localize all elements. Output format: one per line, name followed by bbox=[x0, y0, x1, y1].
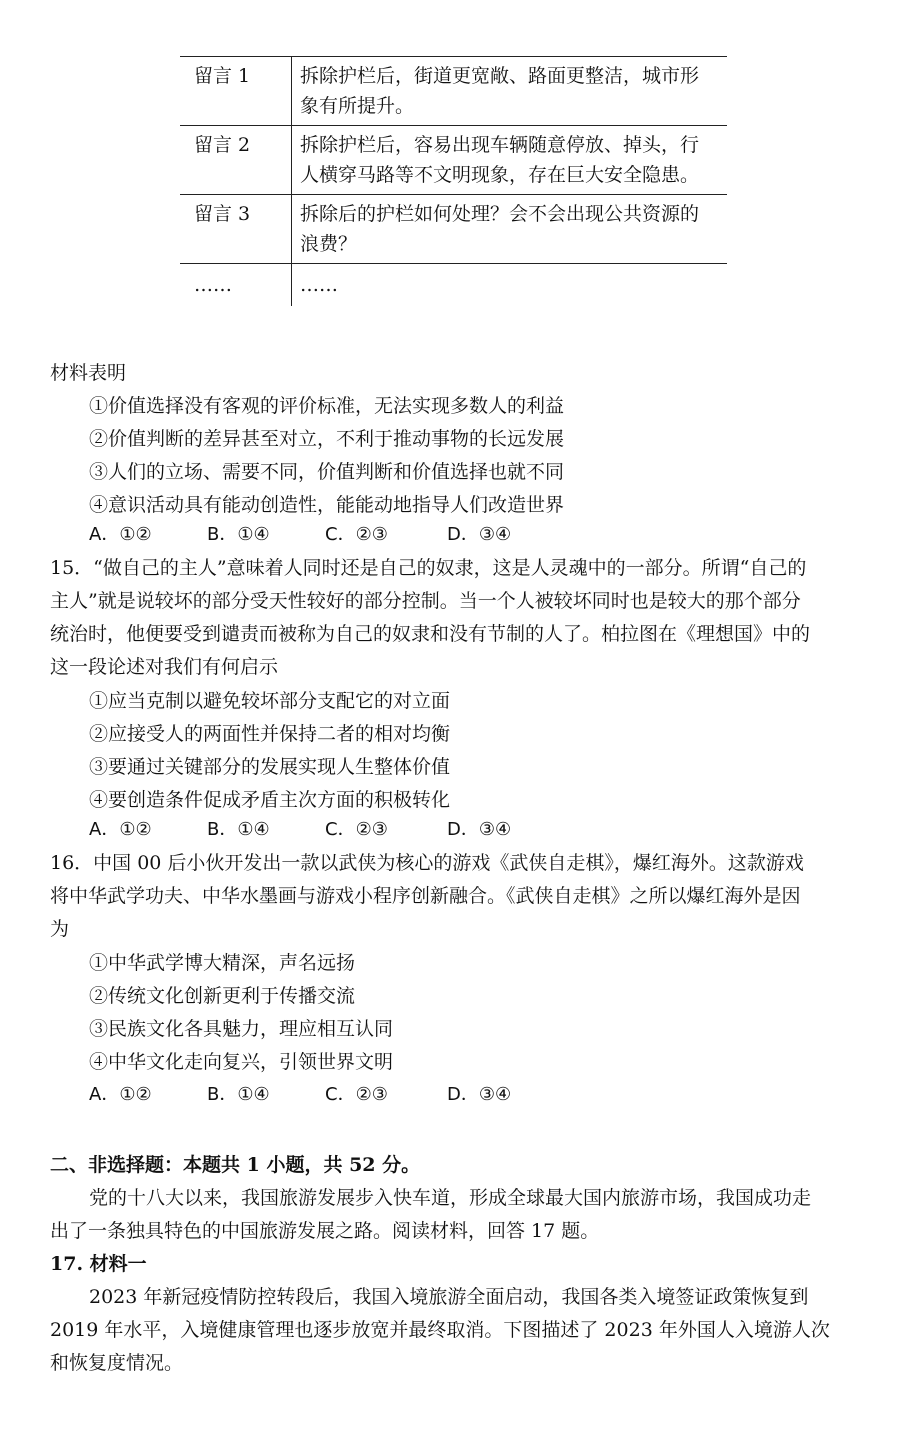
option-c[interactable]: C．②③ bbox=[325, 819, 388, 840]
choice-item: ③民族文化各具魅力，理应相互认同 bbox=[89, 1018, 394, 1040]
choice-item: ①价值选择没有客观的评价标准，无法实现多数人的利益 bbox=[89, 395, 565, 417]
row-label: 留言 3 bbox=[180, 195, 292, 264]
section-intro: 出了一条独具特色的中国旅游发展之路。阅读材料，回答 17 题。 bbox=[50, 1220, 600, 1242]
question-16-text: 16．中国 00 后小伙开发出一款以武侠为核心的游戏《武侠自走棋》，爆红海外。这款游戏 bbox=[50, 852, 804, 874]
option-d[interactable]: D．③④ bbox=[447, 524, 512, 545]
row-content: 拆除护栏后，街道更宽敞、路面更整洁，城市形 象有所提升。 bbox=[292, 57, 728, 126]
answer-options bbox=[89, 520, 511, 550]
option-a[interactable]: A．①② bbox=[89, 819, 152, 840]
row-label: 留言 2 bbox=[180, 126, 292, 195]
choice-item: ③人们的立场、需要不同，价值判断和价值选择也就不同 bbox=[89, 461, 565, 483]
row-content: 拆除后的护栏如何处理？会不会出现公共资源的 浪费？ bbox=[292, 195, 728, 264]
table-row bbox=[180, 264, 727, 307]
row-label: …… bbox=[180, 264, 292, 307]
choice-item: ②传统文化创新更利于传播交流 bbox=[89, 985, 356, 1007]
row-content: 拆除护栏后，容易出现车辆随意停放、掉头，行 人横穿马路等不文明现象，存在巨大安全隐患。 bbox=[292, 126, 728, 195]
table-row bbox=[180, 126, 727, 195]
option-b[interactable]: B．①④ bbox=[207, 524, 270, 545]
row-label: 留言 1 bbox=[180, 57, 292, 126]
material-intro: 材料表明 bbox=[50, 362, 127, 384]
question-15-text: 主人”就是说较坏的部分受天性较好的部分控制。当一个人被较坏同时也是较大的那个部分 bbox=[50, 590, 801, 612]
choice-item: ④要创造条件促成矛盾主次方面的积极转化 bbox=[89, 789, 451, 811]
question-15-text: 这一段论述对我们有何启示 bbox=[50, 656, 279, 678]
choice-item: ④中华文化走向复兴，引领世界文明 bbox=[89, 1051, 394, 1073]
choice-item: ①应当克制以避免较坏部分支配它的对立面 bbox=[89, 690, 451, 712]
answer-options bbox=[89, 815, 511, 845]
option-a[interactable]: A．①② bbox=[89, 524, 152, 545]
comment-table bbox=[180, 56, 727, 306]
option-b[interactable]: B．①④ bbox=[207, 1084, 270, 1105]
option-d[interactable]: D．③④ bbox=[447, 819, 512, 840]
question-16-text: 将中华武学功夫、中华水墨画与游戏小程序创新融合。《武侠自走棋》之所以爆红海外是因 bbox=[50, 885, 801, 907]
question-16-text: 为 bbox=[50, 918, 70, 940]
material-paragraph: 2019 年水平，入境健康管理也逐步放宽并最终取消。下图描述了 2023 年外国人入境游人次 bbox=[50, 1319, 830, 1341]
table-row bbox=[180, 195, 727, 264]
choice-item: ②应接受人的两面性并保持二者的相对均衡 bbox=[89, 723, 451, 745]
question-17-title: 17. 材料一 bbox=[50, 1253, 147, 1275]
material-paragraph: 2023 年新冠疫情防控转段后，我国入境旅游全面启动，我国各类入境签证政策恢复到 bbox=[89, 1286, 809, 1308]
option-b[interactable]: B．①④ bbox=[207, 819, 270, 840]
section-heading: 二、非选择题：本题共 1 小题，共 52 分。 bbox=[50, 1154, 421, 1176]
choice-item: ②价值判断的差异甚至对立，不利于推动事物的长远发展 bbox=[89, 428, 565, 450]
choice-item: ③要通过关键部分的发展实现人生整体价值 bbox=[89, 756, 451, 778]
question-15-text: 15．“做自己的主人”意味着人同时还是自己的奴隶，这是人灵魂中的一部分。所谓“自己的 bbox=[50, 557, 807, 579]
row-content: …… bbox=[292, 264, 728, 307]
answer-options bbox=[89, 1080, 511, 1110]
option-a[interactable]: A．①② bbox=[89, 1084, 152, 1105]
choice-item: ④意识活动具有能动创造性，能能动地指导人们改造世界 bbox=[89, 494, 565, 516]
table-row bbox=[180, 57, 727, 126]
option-d[interactable]: D．③④ bbox=[447, 1084, 512, 1105]
material-paragraph: 和恢复度情况。 bbox=[50, 1352, 184, 1374]
option-c[interactable]: C．②③ bbox=[325, 1084, 388, 1105]
question-15-text: 统治时，他便要受到谴责而被称为自己的奴隶和没有节制的人了。柏拉图在《理想国》中的 bbox=[50, 623, 811, 645]
choice-item: ①中华武学博大精深，声名远扬 bbox=[89, 952, 356, 974]
option-c[interactable]: C．②③ bbox=[325, 524, 388, 545]
section-intro: 党的十八大以来，我国旅游发展步入快车道，形成全球最大国内旅游市场，我国成功走 bbox=[89, 1187, 812, 1209]
